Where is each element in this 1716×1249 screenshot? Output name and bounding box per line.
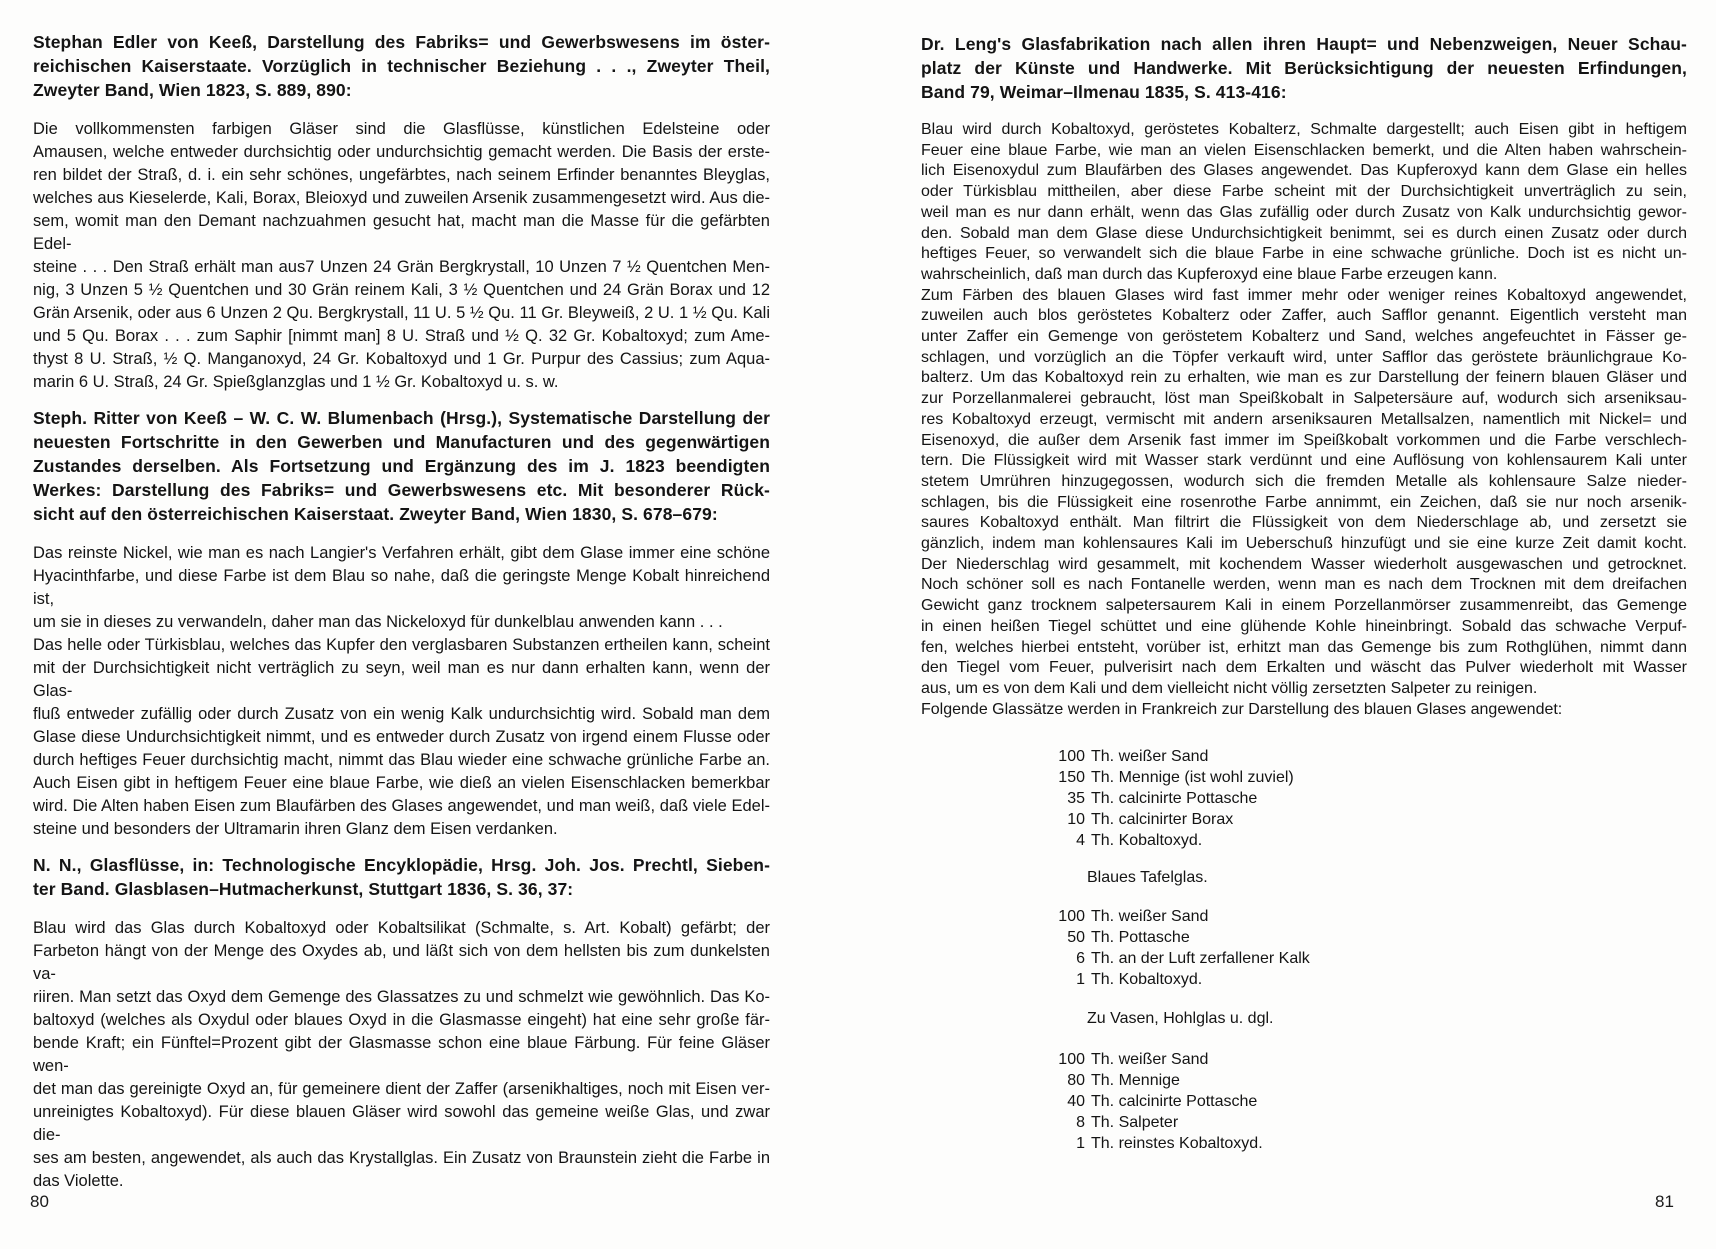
text-line: steine und besonders der Ultramarin ihren Glanz dem Eisen verdanken.: [33, 820, 558, 838]
body-paragraph: [33, 118, 770, 394]
body-paragraph: [921, 120, 1687, 720]
recipe-quantity: 4: [1076, 832, 1085, 850]
recipe-ingredient: Th. weißer Sand: [1091, 908, 1209, 926]
text-line: Der Niederschlag wird gesammelt, mit kochendem Wasser wiederholt ausgewaschen und getrocknet.: [921, 555, 1687, 573]
section-label: Blaues Tafelglas.: [1087, 869, 1208, 887]
text-line: Zustandes derselben. Als Fortsetzung und Ergänzung des im J. 1823 beendigten: [33, 456, 770, 476]
recipe-ingredient: Th. Mennige (ist wohl zuviel): [1091, 769, 1294, 787]
text-line: weil man es nur dann erhält, wenn das Glas zufällig oder durch Zusatz von Kalk undurchsichtig gewor-: [921, 203, 1687, 221]
text-line: Zum Färben des blauen Glases wird fast immer mehr oder weniger reines Kobaltoxyd angewendet,: [921, 286, 1687, 304]
text-line: nig, 3 Unzen 5 ½ Quentchen und 30 Grän reinem Kali, 3 ½ Quentchen und 24 Grän Borax und 12: [33, 281, 770, 299]
recipe-ingredient: Th. an der Luft zerfallener Kalk: [1091, 950, 1310, 968]
text-line: Blau wird durch Kobaltoxyd, geröstetes Kobalterz, Schmalte dargestellt; auch Eisen gibt in heftigem: [921, 121, 1687, 138]
text-line: mit der Durchsichtigkeit nicht verträglich zu seyn, weil man es nur dann erhalten kann, wenn der Glas-: [33, 659, 770, 700]
recipe-quantity: 50: [1067, 929, 1085, 947]
page-number: 80: [30, 1192, 49, 1211]
text-line: und 5 Qu. Borax . . . zum Saphir [nimmt man] 8 U. Straß und ½ Q. 32 Gr. Kobaltoxyd; zum Ame-: [33, 327, 770, 345]
right-page-content: [921, 0, 1687, 1154]
text-line: Dr. Leng's Glasfabrikation nach allen ihren Haupt= und Nebenzweigen, Neuer Schau-: [921, 34, 1687, 54]
recipe-ingredient: Th. Kobaltoxyd.: [1091, 971, 1203, 989]
recipe-quantity: 80: [1067, 1072, 1085, 1090]
recipe-row: [1055, 746, 1687, 767]
text-line: Band 79, Weimar–Ilmenau 1835, S. 413-416:: [921, 82, 1287, 102]
text-line: lich Eisenoxydul zum Blaufärben des Glases angewendet. Das Kupferoxyd kann dem Glase ein helles: [921, 162, 1687, 180]
text-line: Amausen, welche entweder durchsichtig oder undurchsichtig gemacht werden. Die Basis der erste-: [33, 143, 770, 161]
text-line: Werkes: Darstellung des Fabriks= und Gewerbswesens etc. Mit besonderer Rück-: [33, 480, 770, 500]
text-line: Die vollkommensten farbigen Gläser sind die Glasflüsse, künstlichen Edelsteine oder: [33, 120, 770, 138]
text-line: Farbeton hängt von der Menge des Oxydes ab, und läßt sich von dem hellsten bis zum dunkelsten va-: [33, 942, 770, 983]
citation-heading: [921, 32, 1687, 104]
recipe-quantity: 100: [1058, 748, 1085, 766]
recipe-quantity: 100: [1058, 1051, 1085, 1069]
text-line: fluß entweder zufällig oder durch Zusatz von ein wenig Kalk undurchsichtig wird. Sobald man dem: [33, 705, 770, 723]
text-line: in einen heißen Tiegel schüttet und eine glühende Kohle hineinbringt. Sobald das schwache Verpuf-: [921, 617, 1687, 635]
text-line: unter Zaffer ein Gemenge von geröstetem Kobalterz und Sand, welches angefeuchtet in Fässer ge-: [921, 328, 1687, 346]
recipe-row: [1055, 1133, 1687, 1154]
left-page: [33, 0, 770, 1193]
recipe-row: [1055, 906, 1687, 927]
recipe-quantity: 100: [1058, 908, 1085, 926]
recipe-quantity: 8: [1076, 1114, 1085, 1132]
recipe-row: [1055, 1049, 1687, 1070]
text-line: Noch schöner soll es nach Fontanelle werden, wenn man es nach dem Trocknen mit dem dreifachen: [921, 576, 1687, 594]
text-line: ren bildet der Straß, d. i. ein sehr schönes, ungefärbtes, nach seinem Erfinder benanntes Bleyglas,: [33, 166, 770, 184]
recipe-quantity: 1: [1076, 1135, 1085, 1153]
text-line: N. N., Glasflüsse, in: Technologische Encyklopädie, Hrsg. Joh. Jos. Prechtl, Sieben-: [33, 855, 770, 875]
text-line: baltoxyd (welches als Oxydul oder blaues Oxyd in die Glasmasse eingeht) hat eine sehr große fär-: [33, 1011, 770, 1029]
page-number: 81: [1655, 1192, 1674, 1211]
recipe-ingredient: Th. Salpeter: [1091, 1114, 1179, 1132]
recipe-row: [1055, 1091, 1687, 1112]
text-line: det man das gereinigte Oxyd an, für gemeinere dient der Zaffer (arsenikhaltiges, noch mit Eisen ver-: [33, 1080, 770, 1098]
text-line: zuweilen auch blos geröstetes Kobalterz oder Zaffer, auch Safflor genannt. Eigentlich versteht man: [921, 307, 1687, 325]
recipe-ingredient: Th. calcinirte Pottasche: [1091, 790, 1258, 808]
recipe-row: [1055, 809, 1687, 830]
text-line: Glase diese Undurchsichtigkeit nimmt, und es entweder durch Zusatz von irgend einem Flusse oder: [33, 728, 770, 746]
text-line: Stephan Edler von Keeß, Darstellung des Fabriks= und Gewerbswesens im öster-: [33, 32, 770, 52]
text-line: Das helle oder Türkisblau, welches das Kupfer den verglasbaren Substanzen ertheilen kann, scheint: [33, 636, 770, 654]
text-line: um sie in dieses zu verwandeln, daher man das Nickeloxyd für dunkelblau anwenden kann . . .: [33, 613, 723, 631]
recipe-quantity: 35: [1067, 790, 1085, 808]
text-line: res Kobaltoxyd erzeugt, vermischt mit andern arseniksauren Metallsalzen, namentlich mit Nickel= und: [921, 410, 1687, 428]
text-line: Blau wird das Glas durch Kobaltoxyd oder Kobaltsilikat (Schmalte, s. Art. Kobalt) gefärbt; der: [33, 919, 770, 937]
recipe-ingredient: Th. Kobaltoxyd.: [1091, 832, 1203, 850]
recipe-row: [1055, 830, 1687, 851]
text-line: Folgende Glassätze werden in Frankreich zur Darstellung des blauen Glases angewendet:: [921, 700, 1563, 718]
text-line: welches aus Kieselerde, Kali, Borax, Bleioxyd und zuweilen Arsenik zusammengesetzt wird. Aus die-: [33, 189, 770, 207]
recipe-ingredient: Th. weißer Sand: [1091, 1051, 1209, 1069]
text-line: ses am besten, angewendet, als auch das Krystallglas. Ein Zusatz von Braunstein zieht die Farbe in: [33, 1149, 770, 1167]
text-line: marin 6 U. Straß, 24 Gr. Spießglanzglas und 1 ½ Gr. Kobaltoxyd u. s. w.: [33, 373, 559, 391]
recipe-ingredient: Th. weißer Sand: [1091, 748, 1209, 766]
recipe-quantity: 10: [1067, 811, 1085, 829]
text-line: Eisenoxyd, die außer dem Arsenik fast immer im Speißkobalt vorkommen und die Farbe verschlech-: [921, 431, 1687, 449]
text-line: gänzlich, indem man kohlensaures Kali im Ueberschuß hinzufügt und sie eine kurze Zeit damit kocht.: [921, 535, 1687, 553]
section-label: Zu Vasen, Hohlglas u. dgl.: [1087, 1010, 1274, 1028]
text-line: Feuer eine blaue Farbe, wie man an vielen Eisenschlacken bemerkt, und die Alten haben wahrschein-: [921, 141, 1687, 159]
text-line: steine . . . Den Straß erhält man aus7 Unzen 24 Grän Bergkrystall, 10 Unzen 7 ½ Quentchen Men-: [33, 258, 770, 276]
text-line: Grän Arsenik, oder aus 6 Unzen 2 Qu. Bergkrystall, 11 U. 5 ½ Qu. 11 Gr. Bleyweiß, 2 U. 1 ½ Qu. Kali: [33, 304, 770, 322]
text-line: unreinigtes Kobaltoxyd). Für diese blauen Gläser wird sowohl das gemeine weiße Glas, und zwar die-: [33, 1103, 770, 1144]
body-paragraph: [33, 542, 770, 841]
recipe-row: [1055, 767, 1687, 788]
text-line: oder Türkisblau mittheilen, aber diese Farbe scheint mit der Durchsichtigkeit unverträglich zu sein,: [921, 183, 1687, 201]
recipe-list: [1055, 746, 1687, 851]
text-line: riiren. Man setzt das Oxyd dem Gemenge des Glassatzes zu und schmelzt wie gewöhnlich. Das Ko-: [33, 988, 770, 1006]
recipe-quantity: 1: [1076, 971, 1085, 989]
text-line: Hyacinthfarbe, und diese Farbe ist dem Blau so nahe, daß die geringste Menge Kobalt hinreichend ist,: [33, 567, 770, 608]
recipe-ingredient: Th. Pottasche: [1091, 929, 1190, 947]
text-line: Auch Eisen gibt in heftigem Feuer eine blaue Farbe, wie dieß an vielen Eisenschlacken bemerkbar: [33, 774, 770, 792]
recipe-ingredient: Th. Mennige: [1091, 1072, 1180, 1090]
text-line: wahrscheinlich, daß man durch das Kupferoxyd eine blaue Farbe erzeugen kann.: [921, 265, 1498, 283]
recipe-ingredient: Th. calcinirter Borax: [1091, 811, 1234, 829]
text-line: platz der Künste und Handwerke. Mit Berücksichtigung der neuesten Erfindungen,: [921, 58, 1687, 78]
text-line: fen, welches hierbei entsteht, vorüber ist, erhitzt man das Gemenge bis zum Rothglühen, nimmt dann: [921, 638, 1687, 656]
text-line: neuesten Fortschritte in den Gewerben und Manufacturen und des gegenwärtigen: [33, 432, 770, 452]
recipe-ingredient: Th. calcinirte Pottasche: [1091, 1093, 1258, 1111]
text-line: bende Kraft; ein Fünftel=Prozent gibt der Glasmasse schon eine blaue Färbung. Für feine Gläser wen-: [33, 1034, 770, 1075]
recipe-quantity: 150: [1058, 769, 1085, 787]
recipe-list: [1055, 906, 1687, 990]
recipe-row: [1055, 1070, 1687, 1091]
text-line: thyst 8 U. Straß, ½ Q. Manganoxyd, 24 Gr. Kobaltoxyd und 1 Gr. Purpur des Cassius; zum Aqua-: [33, 350, 770, 368]
recipe-row: [1055, 969, 1687, 990]
text-line: reichischen Kaiserstaate. Vorzüglich in technischer Beziehung . . ., Zweyter Theil,: [33, 56, 770, 76]
text-line: zur Porzellanmalerei gebraucht, löst man Speißkobalt in Salpetersäure auf, wodurch sich arseniksau-: [921, 390, 1687, 408]
text-line: Das reinste Nickel, wie man es nach Langier's Verfahren erhält, gibt dem Glase immer eine schöne: [33, 544, 770, 562]
recipe-list: [1055, 1049, 1687, 1154]
text-line: heftiges Feuer, so verwandelt sich die blaue Farbe in eine schwache grünliche. Doch ist es nicht un-: [921, 245, 1687, 263]
body-paragraph: [33, 917, 770, 1193]
left-page-content: [33, 0, 770, 1193]
recipe-ingredient: Th. reinstes Kobaltoxyd.: [1091, 1135, 1263, 1153]
recipe-row: [1055, 927, 1687, 948]
right-page: [921, 0, 1687, 1154]
text-line: den Tiegel vom Feuer, pulverisirt nach dem Erkalten und wäscht das Pulver wiederholt mit Wasser: [921, 659, 1687, 677]
text-line: saures Kobaltoxyd enthält. Man filtrirt die Flüssigkeit von dem Niederschlage ab, und zersetzt sie: [921, 514, 1687, 532]
text-line: aus, um es von dem Kali und dem vielleicht nicht völlig zersetzten Salpeter zu reinigen.: [921, 679, 1538, 697]
text-line: den. Sobald man dem Glase diese Undurchsichtigkeit benimmt, sei es durch einen Zusatz oder durch: [921, 224, 1687, 242]
text-line: ter Band. Glasblasen–Hutmacherkunst, Stuttgart 1836, S. 36, 37:: [33, 879, 574, 899]
recipe-quantity: 6: [1076, 950, 1085, 968]
text-line: tern. Die Flüssigkeit wird mit Wasser stark verdünnt und eine Auflösung von kohlensaurem Kali unter: [921, 452, 1687, 470]
recipe-row: [1055, 948, 1687, 969]
citation-heading: [33, 406, 770, 526]
text-line: das Violette.: [33, 1172, 124, 1190]
citation-heading: [33, 853, 770, 901]
text-line: Steph. Ritter von Keeß – W. C. W. Blumenbach (Hrsg.), Systematische Darstellung der: [33, 408, 770, 428]
text-line: balterz. Um das Kobaltoxyd rein zu erhalten, wie man es zur Darstellung der feinern blauen Gläser und: [921, 369, 1687, 387]
text-line: Gewicht ganz trocknem salpetersaurem Kali in einem Porzellanmörser zusammenreibt, das Gemenge: [921, 597, 1687, 615]
text-line: stetem Umrühren hinzugegossen, wodurch sich die fremden Metalle als kohlensaure Salze nieder-: [921, 472, 1687, 490]
text-line: sem, womit man den Demant nachzuahmen gesucht hat, macht man die Masse für die gefärbten Edel-: [33, 212, 770, 253]
recipe-row: [1055, 788, 1687, 809]
text-line: durch heftiges Feuer durchsichtig macht, nimmt das Blau wieder eine schwache grünliche Farbe an.: [33, 751, 770, 769]
recipe-quantity: 40: [1067, 1093, 1085, 1111]
text-line: Zweyter Band, Wien 1823, S. 889, 890:: [33, 80, 352, 100]
recipe-row: [1055, 1112, 1687, 1133]
text-line: sicht auf den österreichischen Kaiserstaat. Zweyter Band, Wien 1830, S. 678–679:: [33, 504, 718, 524]
text-line: schlagen, und vorzüglich an die Töpfer verkauft wird, unter Safflor das geröstete bräunlichgraue Ko-: [921, 348, 1687, 366]
text-line: schlagen, bis die Flüssigkeit eine rosenrothe Farbe annimmt, ein Zeichen, daß sie nur noch arsenik-: [921, 493, 1687, 511]
text-line: wird. Die Alten haben Eisen zum Blaufärben des Glases angewendet, und man weiß, daß viele Edel-: [33, 797, 770, 815]
citation-heading: [33, 30, 770, 102]
